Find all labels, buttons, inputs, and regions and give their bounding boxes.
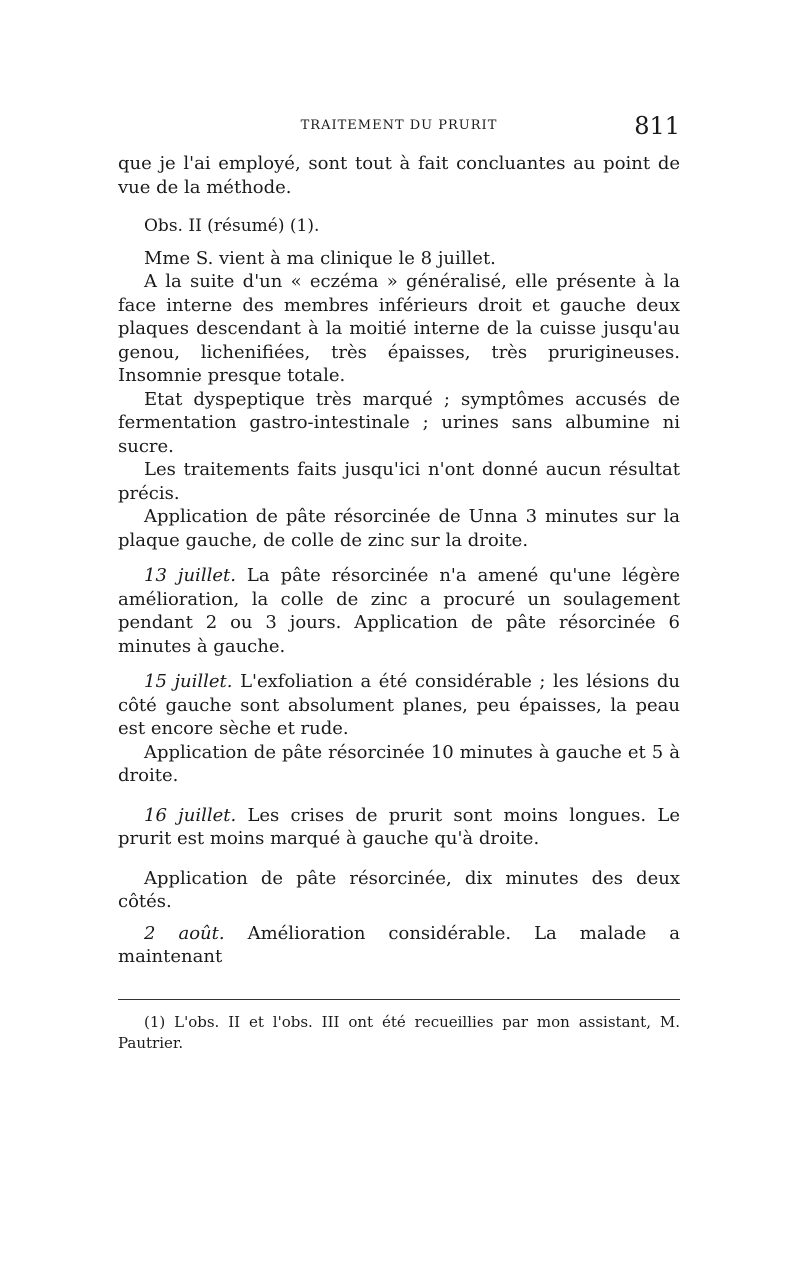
text-15-juillet: L'exfoliation a été considérable ; les lésions du côté gauche sont absolument planes, peu épaisses, la peau est encore sèche et rude. [118, 671, 680, 739]
paragraph-continuation: que je l'ai employé, sont tout à fait concluantes au point de vue de la méthode. [118, 153, 680, 198]
paragraph-2-aout [118, 922, 680, 969]
paragraph-prior-treatments: Les traitements faits jusqu'ici n'ont donné aucun résultat précis. [118, 459, 680, 504]
page-header [118, 112, 680, 144]
running-title: TRAITEMENT DU PRURIT [300, 118, 498, 133]
paragraph-dyspepsia: Etat dyspeptique très marqué ; symptômes accusés de fermentation gastro-intestinale ; urines sans albumine ni sucre. [118, 388, 680, 457]
date-2-aout: 2 août. [144, 922, 225, 944]
paragraph-presentation: A la suite d'un « eczéma » généralisé, elle présente à la face interne des membres inférieurs droit et gauche deux plaques descendant à la moitié interne de la cuisse jusqu'au genou, lichenifiées, très épaisses, très prurigineuses. Insomnie presque totale. [118, 271, 680, 386]
page-body [118, 152, 680, 969]
footnote-divider [118, 999, 680, 1000]
paragraph-application-3: Application de pâte résorcinée, dix minutes des deux côtés. [118, 867, 680, 912]
paragraph-16-juillet [118, 804, 680, 851]
paragraph-13-juillet [118, 564, 680, 658]
paragraph-application-1: Application de pâte résorcinée de Unna 3 minutes sur la plaque gauche, de colle de zinc sur la droite. [118, 506, 680, 551]
date-16-juillet: 16 juillet. [144, 804, 237, 826]
text-16-juillet: Les crises de prurit sont moins longues. Le prurit est moins marqué à gauche qu'à droite. [118, 804, 680, 849]
observation-label: Obs. II (résumé) (1). [144, 216, 320, 236]
date-15-juillet: 15 juillet. [144, 671, 233, 692]
footnote: (1) L'obs. II et l'obs. III ont été recueillies par mon assistant, M. Pautrier. [118, 1013, 680, 1052]
page-number: 811 [634, 112, 680, 140]
text-13-juillet: La pâte résorcinée n'a amené qu'une légère amélioration, la colle de zinc a procuré un soulagement pendant 2 ou 3 jours. Application de pâte résorcinée 6 minutes à gauche. [118, 565, 680, 657]
paragraph-patient-visit: Mme S. vient à ma clinique le 8 juillet. [144, 247, 496, 269]
text-2-aout: Amélioration considérable. La malade a maintenant [118, 922, 680, 967]
paragraph-15-juillet [118, 670, 680, 741]
paragraph-application-2: Application de pâte résorcinée 10 minutes à gauche et 5 à droite. [118, 741, 680, 786]
date-13-juillet: 13 juillet. [144, 565, 236, 586]
